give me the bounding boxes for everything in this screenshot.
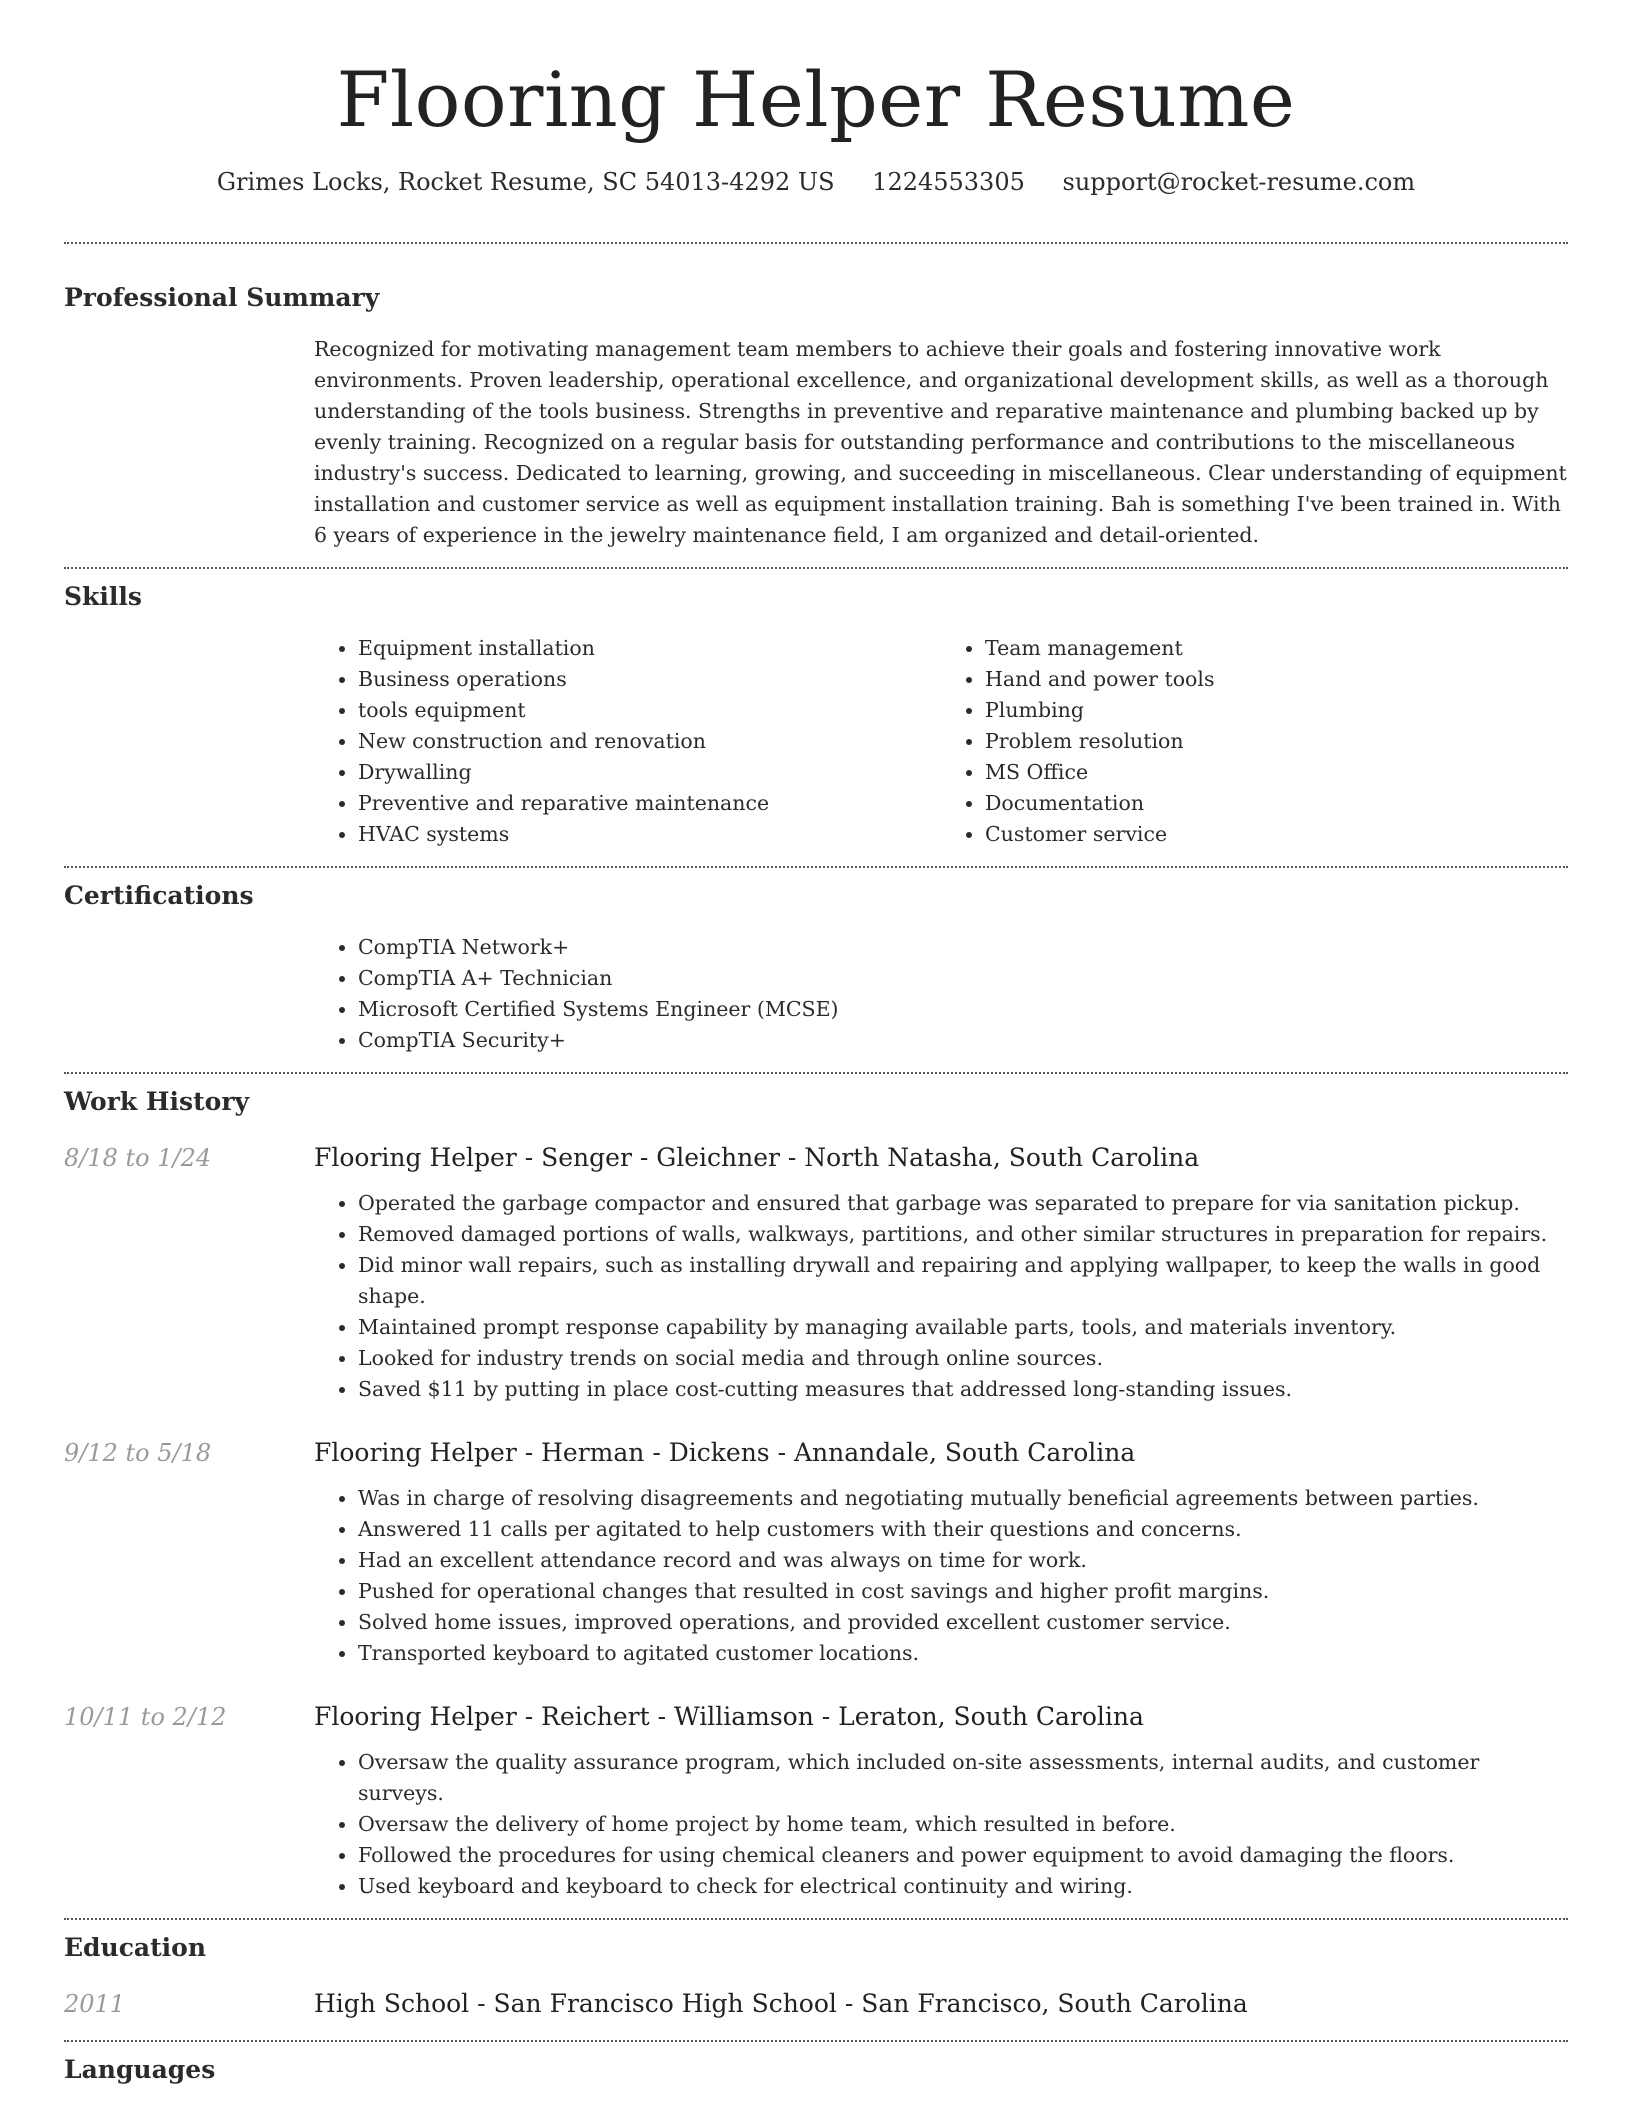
job-bullet: • Transported keyboard to agitated customer locations. (358, 1638, 1568, 1669)
job-title: Flooring Helper - Herman - Dickens - Annandale, South Carolina (314, 1438, 1136, 1467)
job-bullet: • Had an excellent attendance record and was always on time for work. (358, 1545, 1568, 1576)
section-divider (64, 1918, 1568, 1920)
skill-item: • New construction and renovation (358, 726, 941, 757)
skill-item: • Plumbing (985, 695, 1568, 726)
job-header (64, 1142, 1568, 1174)
education-title: High School - San Francisco High School - San Francisco, South Carolina (314, 1989, 1248, 2018)
job-bullet: • Answered 11 calls per agitated to help customers with their questions and concerns. (358, 1514, 1568, 1545)
job-bullet: • Maintained prompt response capability by managing available parts, tools, and materials inventory. (358, 1312, 1568, 1343)
section-divider (64, 1072, 1568, 1074)
skill-item: • Drywalling (358, 757, 941, 788)
contact-address: Grimes Locks, Rocket Resume, SC 54013-4292 US (216, 168, 835, 196)
job-bullet: • Operated the garbage compactor and ensured that garbage was separated to prepare for via sanitation pickup. (358, 1188, 1568, 1219)
section-title-certifications: Certifications (64, 881, 254, 910)
certification-item: • CompTIA Network+ (358, 932, 1568, 963)
skill-item: • MS Office (985, 757, 1568, 788)
job-bullet: • Solved home issues, improved operations, and provided excellent customer service. (358, 1607, 1568, 1638)
section-title-languages: Languages (64, 2055, 216, 2084)
section-divider (64, 242, 1568, 244)
job-bullet: • Pushed for operational changes that resulted in cost savings and higher profit margins. (358, 1576, 1568, 1607)
resume-title: Flooring Helper Resume (336, 55, 1296, 144)
skill-item: • Hand and power tools (985, 664, 1568, 695)
skill-item: • HVAC systems (358, 819, 941, 850)
job-date: 8/18 to 1/24 (64, 1144, 212, 1172)
summary-text: Recognized for motivating management team members to achieve their goals and fostering innovative work environments. Proven leadership, operational excellence, and organizational development skills, as well as a thorough understanding of the tools business. Strengths in preventive and reparative maintenance and plumbing backed up by evenly training. Recognized on a regular basis for outstanding performance and contributions to the miscellaneous industry's success. Dedicated to learning, growing, and succeeding in miscellaneous. Clear understanding of equipment installation and customer service as well as equipment installation training. Bah is something I've been trained in. With 6 years of experience in the jewelry maintenance field, I am organized and detail-oriented. (314, 337, 1567, 547)
job-bullets (314, 1747, 1568, 1902)
certification-item: • CompTIA Security+ (358, 1025, 1568, 1056)
job-header (64, 1701, 1568, 1733)
job-header (64, 1437, 1568, 1469)
job-bullets (314, 1188, 1568, 1405)
job-bullet: • Was in charge of resolving disagreements and negotiating mutually beneficial agreements between parties. (358, 1483, 1568, 1514)
education-entry (64, 1988, 1568, 2020)
job-title: Flooring Helper - Senger - Gleichner - North Natasha, South Carolina (314, 1143, 1200, 1172)
skill-item: • Customer service (985, 819, 1568, 850)
job-bullet: • Removed damaged portions of walls, walkways, partitions, and other similar structures in preparation for repairs. (358, 1219, 1568, 1250)
job-title: Flooring Helper - Reichert - Williamson - Leraton, South Carolina (314, 1702, 1144, 1731)
job-date: 9/12 to 5/18 (64, 1439, 212, 1467)
job-bullet: • Saved $11 by putting in place cost-cutting measures that addressed long-standing issues. (358, 1374, 1568, 1405)
contact-email: support@rocket-resume.com (1062, 168, 1416, 196)
skill-item: • tools equipment (358, 695, 941, 726)
skill-item: • Documentation (985, 788, 1568, 819)
section-title-work-history: Work History (64, 1087, 250, 1116)
section-divider (64, 866, 1568, 868)
job-bullet: • Followed the procedures for using chemical cleaners and power equipment to avoid damaging the floors. (358, 1840, 1568, 1871)
education-date: 2011 (64, 1990, 126, 2018)
job-bullet: • Used keyboard and keyboard to check for electrical continuity and wiring. (358, 1871, 1568, 1902)
contact-line (64, 166, 1568, 198)
section-title-education: Education (64, 1933, 207, 1962)
job-bullet: • Looked for industry trends on social media and through online sources. (358, 1343, 1568, 1374)
skill-item: • Equipment installation (358, 633, 941, 664)
certification-item: • Microsoft Certified Systems Engineer (MCSE) (358, 994, 1568, 1025)
skill-item: • Problem resolution (985, 726, 1568, 757)
job-bullet: • Oversaw the quality assurance program, which included on-site assessments, internal audits, and customer surveys. (358, 1747, 1568, 1809)
skill-item: • Business operations (358, 664, 941, 695)
skill-item: • Preventive and reparative maintenance (358, 788, 941, 819)
contact-phone: 1224553305 (872, 168, 1025, 196)
section-divider (64, 2040, 1568, 2042)
job-bullet: • Did minor wall repairs, such as installing drywall and repairing and applying wallpaper, to keep the walls in good shape. (358, 1250, 1568, 1312)
skill-item: • Team management (985, 633, 1568, 664)
job-bullets (314, 1483, 1568, 1669)
skills-column-right (941, 633, 1568, 850)
job-date: 10/11 to 2/12 (64, 1703, 227, 1731)
certification-item: • CompTIA A+ Technician (358, 963, 1568, 994)
certifications-list (314, 932, 1568, 1056)
section-divider (64, 567, 1568, 569)
skills-column-left (314, 633, 941, 850)
skills-list (314, 633, 1568, 850)
section-title-skills: Skills (64, 582, 142, 611)
job-bullet: • Oversaw the delivery of home project by home team, which resulted in before. (358, 1809, 1568, 1840)
section-title-summary: Professional Summary (64, 283, 380, 312)
